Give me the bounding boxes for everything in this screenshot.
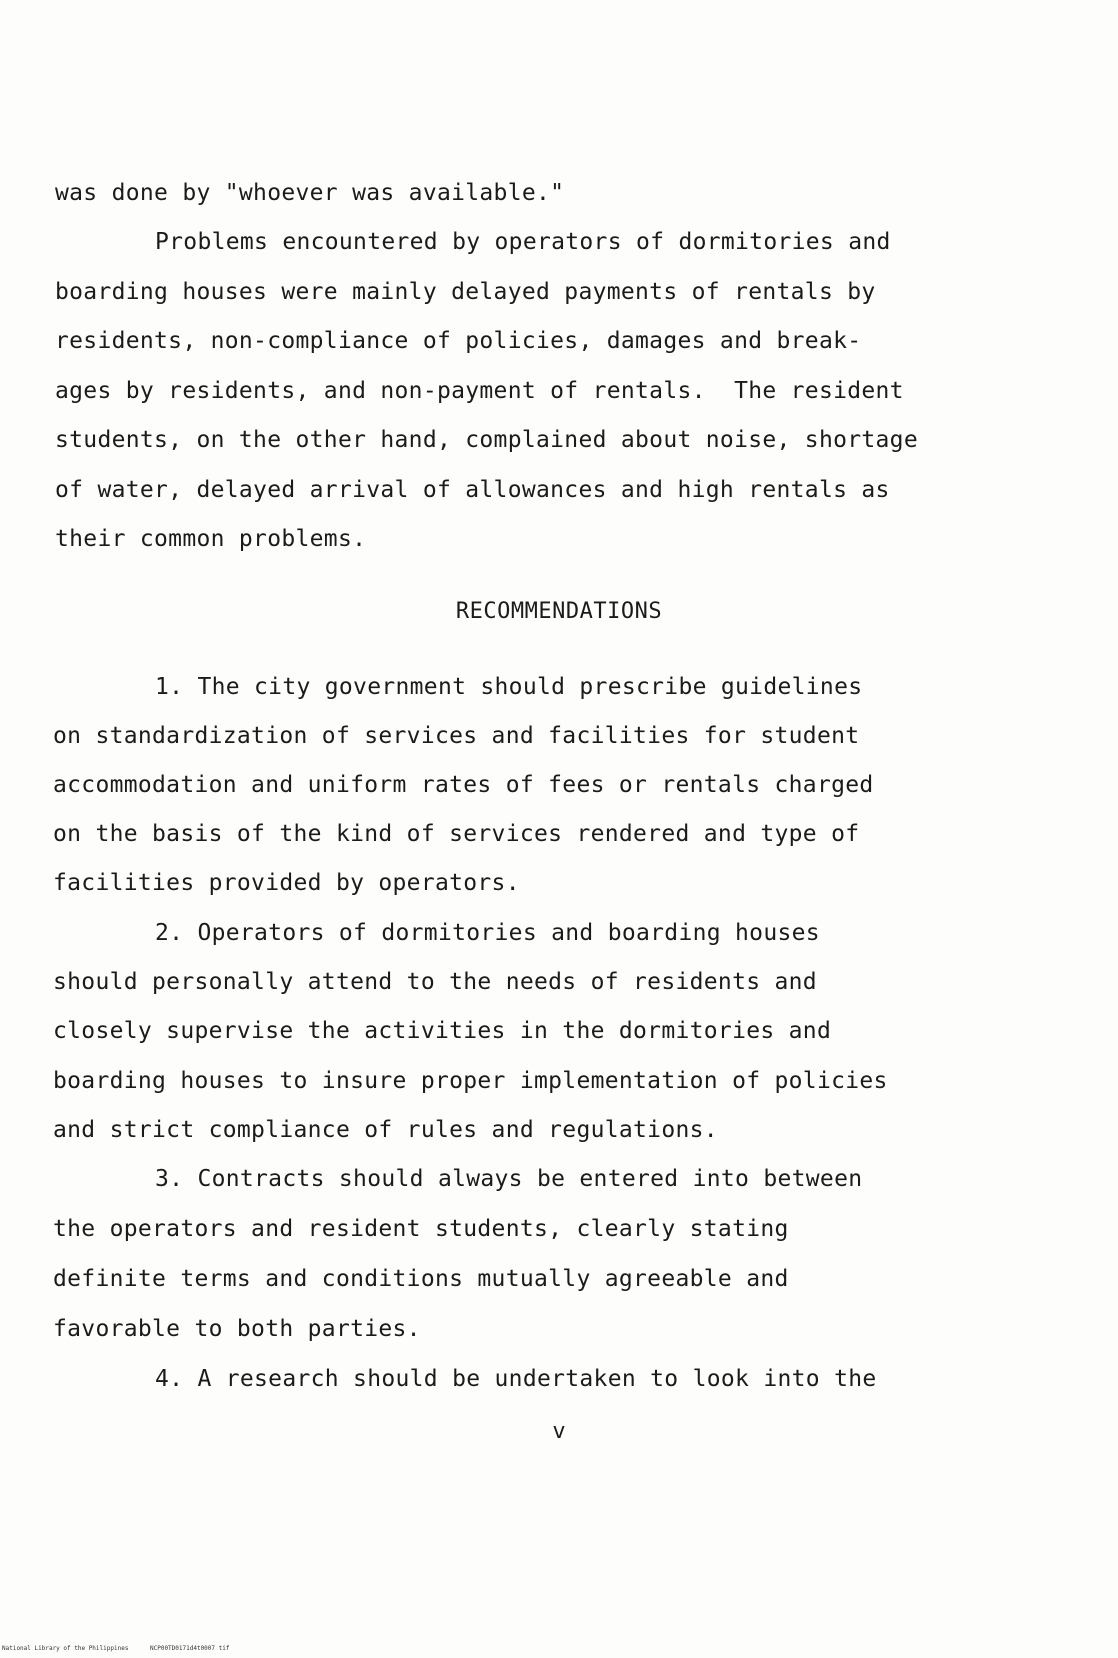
recommendation-line: definite terms and conditions mutually agreeable and: [53, 1266, 789, 1292]
recommendations-heading: RECOMMENDATIONS: [455, 599, 663, 624]
summary-line: Problems encountered by operators of dormitories and: [155, 229, 891, 255]
recommendation-line: 1. The city government should prescribe guidelines: [155, 674, 863, 700]
recommendation-line: closely supervise the activities in the dormitories and: [53, 1018, 832, 1044]
summary-line: ages by residents, and non-payment of rentals. The resident: [55, 378, 904, 404]
recommendation-line: 3. Contracts should always be entered into between: [155, 1166, 863, 1192]
footer-code: NCP00TD0171d4t0007 tif: [150, 1645, 230, 1652]
recommendation-line: on the basis of the kind of services rendered and type of: [53, 821, 860, 847]
recommendation-line: the operators and resident students, clearly stating: [53, 1216, 789, 1242]
recommendation-line: 2. Operators of dormitories and boarding houses: [155, 920, 820, 946]
summary-line: boarding houses were mainly delayed payments of rentals by: [55, 279, 876, 305]
recommendation-line: facilities provided by operators.: [53, 870, 520, 896]
recommendation-line: boarding houses to insure proper implementation of policies: [53, 1068, 888, 1094]
recommendation-line: 4. A research should be undertaken to look into the: [155, 1366, 877, 1392]
recommendation-line: and strict compliance of rules and regulations.: [53, 1117, 718, 1143]
recommendation-line: accommodation and uniform rates of fees or rentals charged: [53, 772, 874, 798]
footer-library: National Library of the Philippines: [2, 1645, 129, 1652]
page-number: v: [552, 1419, 566, 1444]
summary-line: residents, non-compliance of policies, damages and break-: [55, 328, 862, 354]
summary-line: of water, delayed arrival of allowances and high rentals as: [55, 477, 890, 503]
summary-line: students, on the other hand, complained about noise, shortage: [55, 427, 918, 453]
recommendation-line: should personally attend to the needs of residents and: [53, 969, 817, 995]
recommendation-line: favorable to both parties.: [53, 1316, 421, 1342]
summary-line: was done by "whoever was available.": [55, 180, 565, 206]
summary-line: their common problems.: [55, 526, 367, 552]
recommendation-line: on standardization of services and facilities for student: [53, 723, 860, 749]
